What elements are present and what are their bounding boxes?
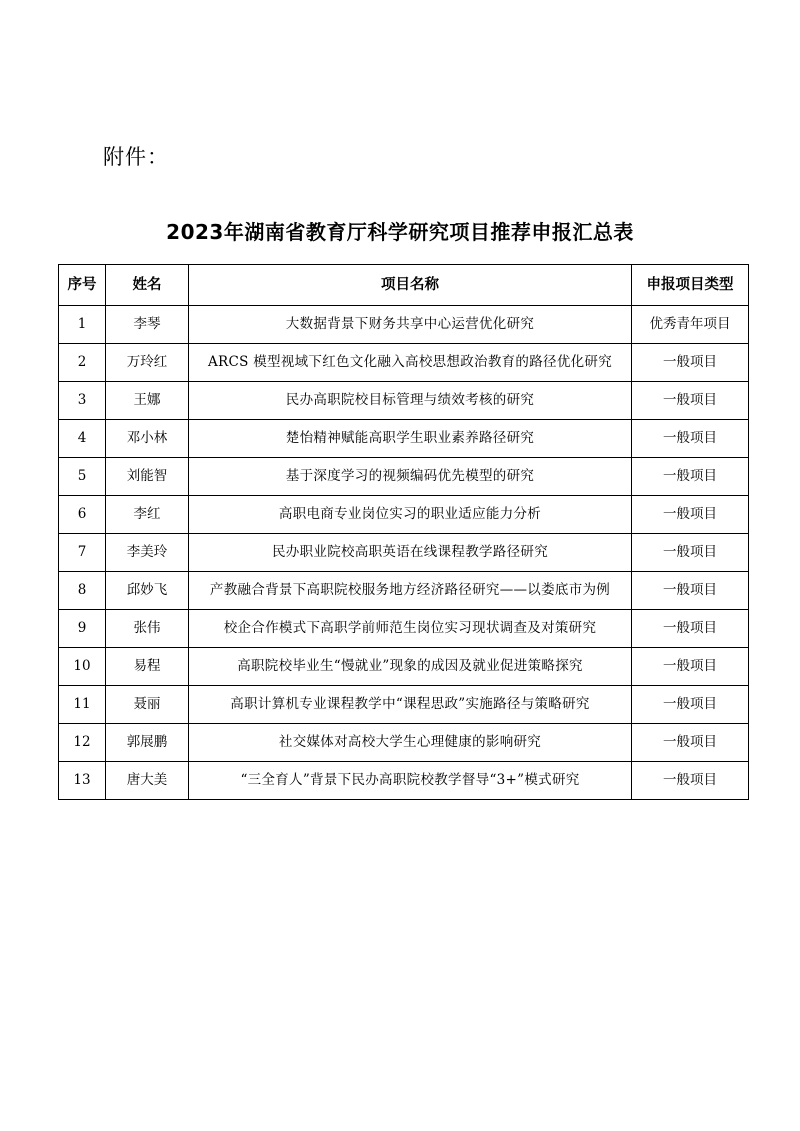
table-row bbox=[59, 724, 749, 762]
cell-project: 产教融合背景下高职院校服务地方经济路径研究——以娄底市为例 bbox=[189, 572, 632, 610]
attachment-label: 附件： bbox=[103, 145, 169, 169]
cell-no: 2 bbox=[59, 344, 106, 382]
cell-project: 社交媒体对高校大学生心理健康的影响研究 bbox=[189, 724, 632, 762]
cell-project: 校企合作模式下高职学前师范生岗位实习现状调查及对策研究 bbox=[189, 610, 632, 648]
cell-no: 9 bbox=[59, 610, 106, 648]
cell-name: 郭展鹏 bbox=[106, 724, 189, 762]
cell-name: 李红 bbox=[106, 496, 189, 534]
document-title: 2023年湖南省教育厅科学研究项目推荐申报汇总表 bbox=[166, 220, 634, 244]
cell-project: 高职计算机专业课程教学中“课程思政”实施路径与策略研究 bbox=[189, 686, 632, 724]
table-row bbox=[59, 762, 749, 800]
cell-type: 一般项目 bbox=[632, 762, 749, 800]
cell-name: 唐大美 bbox=[106, 762, 189, 800]
cell-project: “三全育人”背景下民办高职院校教学督导“3+”模式研究 bbox=[189, 762, 632, 800]
table-row bbox=[59, 458, 749, 496]
table-row bbox=[59, 420, 749, 458]
cell-no: 6 bbox=[59, 496, 106, 534]
cell-no: 8 bbox=[59, 572, 106, 610]
cell-type: 一般项目 bbox=[632, 610, 749, 648]
cell-no: 12 bbox=[59, 724, 106, 762]
cell-project: 民办职业院校高职英语在线课程教学路径研究 bbox=[189, 534, 632, 572]
table-row bbox=[59, 610, 749, 648]
cell-no: 13 bbox=[59, 762, 106, 800]
cell-type: 一般项目 bbox=[632, 458, 749, 496]
cell-type: 一般项目 bbox=[632, 572, 749, 610]
table-row bbox=[59, 344, 749, 382]
table-row bbox=[59, 648, 749, 686]
cell-name: 张伟 bbox=[106, 610, 189, 648]
cell-no: 7 bbox=[59, 534, 106, 572]
cell-name: 易程 bbox=[106, 648, 189, 686]
cell-project: 民办高职院校目标管理与绩效考核的研究 bbox=[189, 382, 632, 420]
cell-project: 高职院校毕业生“慢就业”现象的成因及就业促进策略探究 bbox=[189, 648, 632, 686]
cell-name: 万玲红 bbox=[106, 344, 189, 382]
cell-type: 一般项目 bbox=[632, 534, 749, 572]
cell-no: 1 bbox=[59, 306, 106, 344]
cell-type: 一般项目 bbox=[632, 420, 749, 458]
cell-name: 邱妙飞 bbox=[106, 572, 189, 610]
cell-project: 楚怡精神赋能高职学生职业素养路径研究 bbox=[189, 420, 632, 458]
table-row bbox=[59, 306, 749, 344]
cell-type: 一般项目 bbox=[632, 648, 749, 686]
header-project: 项目名称 bbox=[189, 265, 632, 306]
cell-no: 11 bbox=[59, 686, 106, 724]
cell-no: 5 bbox=[59, 458, 106, 496]
table-row bbox=[59, 534, 749, 572]
cell-no: 4 bbox=[59, 420, 106, 458]
cell-type: 一般项目 bbox=[632, 496, 749, 534]
cell-name: 刘能智 bbox=[106, 458, 189, 496]
cell-project: 大数据背景下财务共享中心运营优化研究 bbox=[189, 306, 632, 344]
cell-type: 一般项目 bbox=[632, 382, 749, 420]
cell-type: 一般项目 bbox=[632, 686, 749, 724]
cell-project: 基于深度学习的视频编码优先模型的研究 bbox=[189, 458, 632, 496]
table-row bbox=[59, 382, 749, 420]
cell-name: 李琴 bbox=[106, 306, 189, 344]
table-row bbox=[59, 686, 749, 724]
header-no: 序号 bbox=[59, 265, 106, 306]
table-header-row bbox=[59, 265, 749, 306]
cell-name: 邓小林 bbox=[106, 420, 189, 458]
cell-project: ARCS 模型视域下红色文化融入高校思想政治教育的路径优化研究 bbox=[189, 344, 632, 382]
cell-type: 一般项目 bbox=[632, 344, 749, 382]
cell-name: 李美玲 bbox=[106, 534, 189, 572]
cell-no: 10 bbox=[59, 648, 106, 686]
cell-no: 3 bbox=[59, 382, 106, 420]
cell-name: 聂丽 bbox=[106, 686, 189, 724]
summary-table bbox=[58, 264, 749, 800]
cell-name: 王娜 bbox=[106, 382, 189, 420]
cell-project: 高职电商专业岗位实习的职业适应能力分析 bbox=[189, 496, 632, 534]
table-row bbox=[59, 496, 749, 534]
header-type: 申报项目类型 bbox=[632, 265, 749, 306]
header-name: 姓名 bbox=[106, 265, 189, 306]
table-row bbox=[59, 572, 749, 610]
cell-type: 优秀青年项目 bbox=[632, 306, 749, 344]
cell-type: 一般项目 bbox=[632, 724, 749, 762]
